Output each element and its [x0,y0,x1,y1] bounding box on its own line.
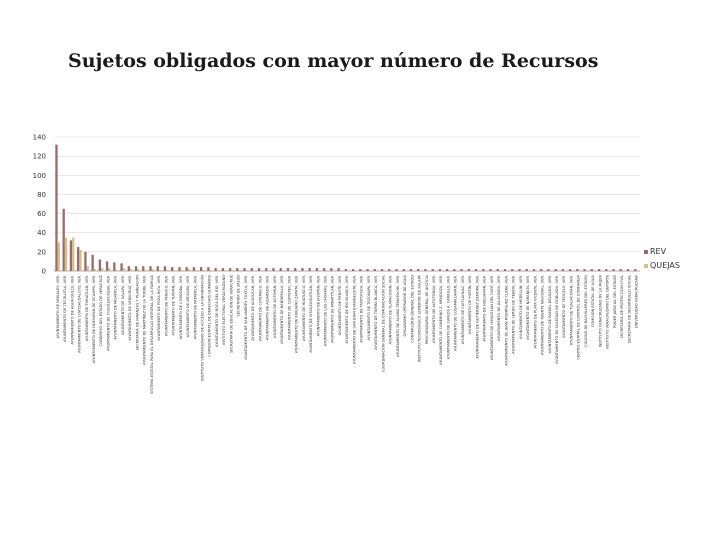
x-tick-label: AYUNTAMIENTO DE PÁNUCO, VER. [164,275,169,337]
bar-rev [489,269,491,271]
x-tick-label: AYUNTAMIENTO DE AGUA DULCE, VER. [70,275,75,345]
x-tick-label: AYUNTAMIENTO DE RÍO BLANCO, VER. [345,275,350,344]
bar-quejas [65,238,67,272]
x-tick-label: COMISIÓN ESTATAL DE AGUA [591,275,596,328]
x-tick-label: AYUNTAMIENTO DE ACTOPAN, VER. [272,275,277,339]
bar-rev [598,269,600,271]
x-tick-label: AYUNTAMIENTO DE ALVARADO, VER. [265,275,270,341]
bar-rev [84,252,86,271]
bar-rev [142,266,144,271]
bar-rev [200,267,202,271]
bar-rev [164,266,166,271]
bar-quejas [87,266,89,271]
x-tick-label: AYUNTAMIENTO DE MEDELLÍN, VER. [518,275,523,340]
bar-quejas [115,270,117,271]
bar-rev [431,269,433,271]
bar-rev [207,267,209,271]
x-tick-label: INSTITUTO VERACRUZANO DE ACCESO A LA INFORMACIÓN [200,275,205,382]
bar-rev [135,266,137,271]
x-tick-label: AYUNTAMIENTO DE MISANTLA, VER. [113,275,118,340]
x-tick-label: AYUNTAMIENTO DE CATEMACO, VER. [258,275,263,342]
bar-rev [272,268,274,271]
x-tick-label: COLEGIO DE BACHILLERES DEL ESTADO [583,275,588,347]
bar-rev [120,263,122,271]
x-tick-label: AYUNTAMIENTO DE TIERRA BLANCA, VER. [374,275,379,350]
bar-rev [352,269,354,271]
bar-quejas [188,269,190,271]
bar-rev [178,267,180,271]
y-tick-label: 0 [41,267,46,276]
bar-quejas [210,270,212,271]
legend-swatch [644,250,648,254]
x-tick-label: PODER JUDICIAL DEL ESTADO [612,275,617,329]
bar-rev [395,269,397,271]
bar-quejas [166,270,168,271]
bar-quejas [137,269,139,271]
bar-rev [323,268,325,271]
bar-rev [337,268,339,271]
bar-quejas [79,250,81,271]
x-tick-label: AYUNTAMIENTO DE FORTÍN, VER. [468,274,473,335]
bar-rev [55,145,57,271]
x-tick-label: AYUNTAMIENTO DE BOCA DEL RÍO, VER. [214,275,219,347]
bar-quejas [195,270,197,271]
bar-quejas [130,269,132,271]
gridlines [54,137,640,271]
bar-rev [359,269,361,271]
x-tick-label: AYUNTAMIENTO DE COATEPEC, VER. [287,275,292,340]
bar-rev [301,268,303,271]
x-tick-label: INSTITUTO VERACRUZANO DE LA MUJER [598,275,603,348]
y-tick-label: 40 [37,229,46,238]
bar-rev [424,269,426,271]
x-tick-label: AYUNTAMIENTO DE COSOLEACAQUE, VER. [106,275,111,351]
bar-quejas [173,270,175,271]
bar-rev [627,269,629,271]
bar-rev [294,268,296,271]
bar-quejas [101,268,103,271]
x-tick-label: INSTITUTO TECNOLÓGICO SUPERIOR DE XALAPA [417,275,422,363]
x-tick-label: SECRETARÍA DE DESARROLLO SOCIAL [627,275,632,344]
bar-rev [128,266,130,271]
x-tick-label: AYUNTAMIENTO DE HUILOAPAN, VER. [482,275,487,342]
bar-rev [113,262,115,271]
x-tick-label: AYUNTAMIENTO DE ALTOTONGA, VER. [432,275,437,344]
bar-rev [309,268,311,271]
x-tick-label: AYUNTAMIENTO DE MARTÍNEZ DE LA TORRE, VER. [142,275,147,365]
chart-title: Sujetos obligados con mayor número de Recursos [68,50,599,72]
bar-rev [229,268,231,271]
bar-rev [576,269,578,271]
bar-rev [316,268,318,271]
bar-rev [446,269,448,271]
bar-rev [554,269,556,271]
bar-rev [460,269,462,271]
bar-rev [634,269,636,271]
bar-rev [620,269,622,271]
bar-rev [214,268,216,271]
x-tick-label: AYUNTAMIENTO DE TEOCELO, VER. [562,275,567,338]
bar-rev [569,269,571,271]
bar-rev [70,240,72,271]
bar-rev [504,269,506,271]
x-tick-label: AYUNTAMIENTO DE TLAPACOYAN, VER. [388,275,393,345]
x-tick-label: SECRETARÍA DE PROTECCIÓN CIVIL [620,275,625,339]
bar-rev [518,269,520,271]
bar-rev [258,268,260,271]
x-tick-label: SECRETARÍA DE SALUD [236,275,241,317]
bar-quejas [159,270,161,271]
bar-rev [475,269,477,271]
bar-rev [417,269,419,271]
bar-rev [583,269,585,271]
y-tick-label: 80 [37,190,46,199]
x-tick-label: AYUNTAMIENTO DE TIHUATLÁN, VER. [84,275,89,342]
bar-quejas [238,270,240,271]
x-tick-label: AYUNTAMIENTO DE ORIZABA, VER. [186,275,191,338]
x-tick-label: AYUNTAMIENTO DE MINATITLÁN, VER. [330,275,335,343]
bar-rev [526,269,528,271]
bar-quejas [58,242,60,271]
bar-quejas [202,270,204,271]
x-tick-label: AYUNTAMIENTO DE SAN JUAN EVANGELISTA, VER. [352,275,357,365]
x-tick-label: SISTEMA ESTATAL PARA EL DESARROLLO INTEGRAL DE LA FAMILIA [149,275,154,394]
bar-rev [99,260,101,271]
legend-label: QUEJAS [650,261,680,270]
x-tick-label: AYUNTAMIENTO DE XALAPA, VER. [120,275,125,335]
bar-rev [106,261,108,271]
x-tick-label: AYUNTAMIENTO DE PUENTE NACIONAL, VER. [540,275,545,356]
x-tick-label: AYUNTAMIENTO DE JÁLTIPAN, VER. [316,275,321,337]
bar-rev [403,269,405,271]
x-tick-label: COORDINACIÓN GENERAL DE COMUNICACIÓN SOCIAL [381,275,386,373]
x-tick-label: AYUNTAMIENTO DE PLAYA VICENTE, VER. [533,275,538,349]
x-tick-label: AYUNTAMIENTO DE HUEYAPAN DE OCAMPO, VER. [91,275,96,364]
legend-label: REV [650,247,667,256]
bar-rev [251,268,253,271]
x-tick-label: AYUNTAMIENTO DE SOLEDAD DE DOBLADO, VER. [555,275,560,364]
bar-rev [366,269,368,271]
x-tick-label: AYUNTAMIENTO DE NARANJOS, VER. [526,275,531,340]
x-tick-label: INSTITUTO VERACRUZANO DEL DEPORTE [605,275,610,349]
x-tick-label: AYUNTAMIENTO DE VERACRUZ, VER. [128,275,133,341]
x-tick-label: AYUNTAMIENTO DE PAPANTLA, VER. [193,275,198,340]
bar-rev [591,269,593,271]
bar-rev [497,269,499,271]
bar-rev [222,268,224,271]
bar-quejas [94,269,96,271]
bar-rev [186,267,188,271]
bar-rev [453,269,455,271]
x-tick-label: AYUNTAMIENTO DE IXTACZOQUITLÁN, VER. [309,275,314,353]
x-tick-label: AYUNTAMIENTO DE TECOLUTLA, VER. [63,275,68,343]
bar-rev [265,268,267,271]
x-tick-label: SECRETARÍA DE FINANZAS Y PLANEACIÓN [135,275,140,351]
category-labels [56,274,639,394]
bar-rev [236,268,238,271]
bar-rev [280,268,282,271]
x-tick-label: AYUNTAMIENTO DE JUAN RODRÍGUEZ CLARA, VER. [504,274,509,366]
bar-quejas [181,270,183,271]
x-tick-label: AYUNTAMIENTO DE LERDO DE TEJADA, VER. [511,275,516,354]
x-tick-label: UNIVERSIDAD VERACRUZANA [634,275,639,329]
bar-rev [345,269,347,271]
x-tick-label: AYUNTAMIENTO DE LAS CHOAPAS, VER. [323,275,328,347]
x-tick-label: CENTRO ESTATAL DE CONTROL DE CONFIANZA [576,275,581,360]
bar-quejas [144,270,146,271]
bar-rev [468,269,470,271]
legend-swatch [644,264,648,268]
x-tick-label: CONGRESO DEL ESTADO DE VERACRUZ [99,275,104,347]
x-tick-label: AYUNTAMIENTO DE RAFAEL DELGADO, VER. [547,275,552,354]
x-tick-label: AYUNTAMIENTO DE BANDERILLA, VER. [280,275,285,344]
x-tick-label: AYUNTAMIENTO DE ÁLAMO TEMAPACHE, VER. [395,275,400,357]
y-tick-label: 60 [37,210,46,219]
bar-quejas [231,270,233,271]
x-tick-label: AYUNTAMIENTO DE TLALIXCOYAN, VER. [569,275,574,346]
x-tick-label: AYUNTAMIENTO DE JALACINGO, VER. [497,275,502,341]
x-tick-label: AYUNTAMIENTO DE PEROTE, VER. [337,275,342,336]
x-tick-label: AYUNTAMIENTO DE NOGALES, VER. [55,275,60,339]
bar-rev [540,269,542,271]
bar-quejas [72,238,74,272]
y-tick-label: 120 [32,152,46,161]
y-tick-label: 140 [32,133,46,142]
bar-rev [612,269,614,271]
bar-rev [547,269,549,271]
x-tick-label: ORGANISMO OPERADOR DE AGUA [403,275,408,337]
x-tick-label: CONTRALORÍA GENERAL DEL ESTADO [410,275,415,343]
bar-quejas [108,268,110,271]
bar-rev [562,269,564,271]
legend [644,247,680,270]
x-tick-label: AYUNTAMIENTO DE HUATUSCO, VER. [301,275,306,342]
x-tick-label: AYUNTAMIENTO DE ACAYUCAN, VER. [251,275,256,341]
bar-rev [605,269,607,271]
bar-rev [330,268,332,271]
x-tick-label: AYUNTAMIENTO DE SAN ANDRÉS TUXTLA, VER. [243,275,248,360]
x-tick-label: AYUNTAMIENTO DE CUITLÁHUAC, VER. [460,275,465,345]
x-tick-label: AYUNTAMIENTO DE CÓRDOBA, VER. [178,275,183,340]
bar-rev [533,269,535,271]
bar-rev [63,209,65,271]
bar-rev [91,255,93,271]
bar-rev [149,266,151,271]
x-tick-label: AYUNTAMIENTO DE TEZONAPA, VER. [366,275,371,341]
bar-rev [439,269,441,271]
x-tick-label: AYUNTAMIENTO DE GUTIÉRREZ ZAMORA, VER. [475,275,480,359]
bar-rev [482,269,484,271]
y-tick-label: 100 [32,171,46,180]
bar-rev [77,247,79,271]
bar-quejas [224,270,226,271]
bar-rev [193,267,195,271]
y-axis [33,134,640,276]
x-tick-label: AYUNTAMIENTO DE POZA RICA, VER. [157,275,162,341]
x-tick-label: SECRETARÍA DE EDUCACIÓN DE VERACRUZ [229,275,234,354]
bar-rev [374,269,376,271]
y-tick-label: 20 [37,248,46,257]
bar-rev [243,268,245,271]
x-tick-label: COMISIÓN ESTATAL DE DERECHOS HUMANOS [207,275,212,357]
x-tick-label: AYUNTAMIENTO DE IXHUATLÁN DEL CAFÉ, VER. [489,275,494,361]
x-tick-label: AYUNTAMIENTO DE COSAMALOAPAN, VER. [453,275,458,351]
x-tick-label: AYUNTAMIENTO DE TUXPAN, VER. [171,275,176,336]
bar-rev [381,269,383,271]
bar-rev [287,268,289,271]
bar-rev [410,269,412,271]
x-tick-label: AYUNTAMIENTO DE TANTOYUCA, VER. [359,275,364,343]
bar-quejas [152,269,154,271]
x-tick-label: AYUNTAMIENTO DE COATZACOALCOS, VER. [77,275,82,353]
bar-rev [171,267,173,271]
bar-quejas [123,268,125,271]
x-tick-label: AYUNTAMIENTO DE EMILIANO ZAPATA, VER. [294,275,299,354]
x-tick-label: AYUNTAMIENTO DE CARLOS A. CARRILLO, VER. [446,275,451,360]
bar-rev [157,266,159,271]
bar-rev [511,269,513,271]
bar-quejas [217,270,219,271]
bar-rev [388,269,390,271]
x-tick-label: AYUNTAMIENTO DE CAMERINO Z. MENDOZA, VER. [439,275,444,365]
x-tick-label: PROCURADURÍA GENERAL DE JUSTICIA [424,275,429,345]
x-tick-label: INSTITUTO ELECTORAL VERACRUZANO [222,275,227,345]
